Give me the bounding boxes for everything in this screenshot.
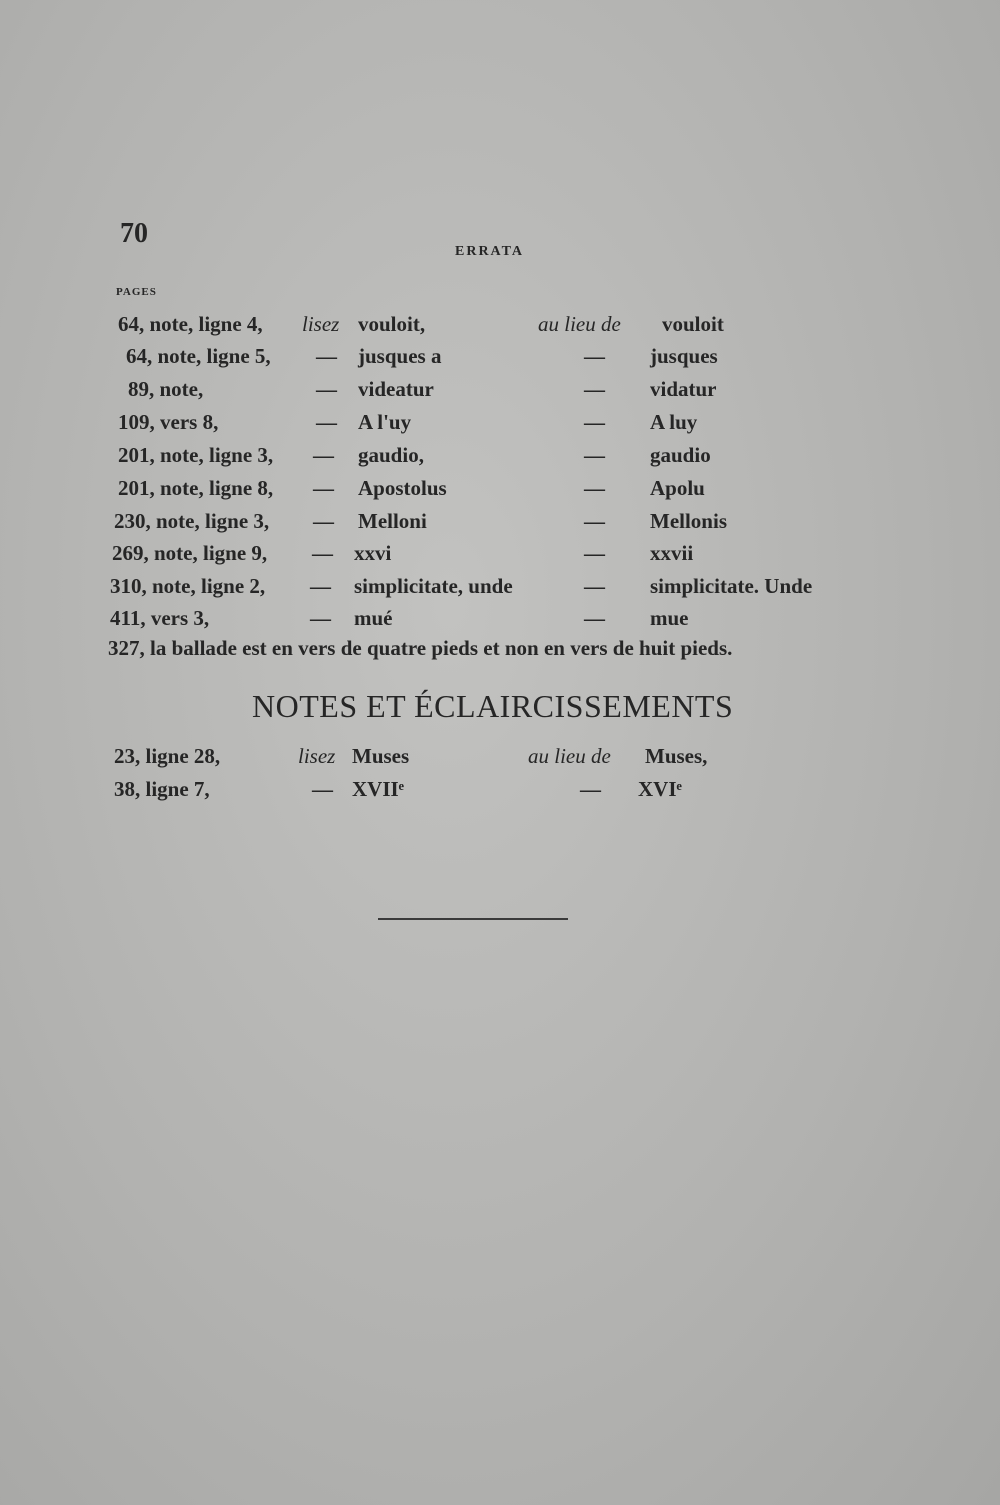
correct-reading: mué bbox=[354, 606, 393, 630]
ditto-dash: — bbox=[584, 606, 605, 630]
page-reference: 269, note, ligne 9, bbox=[112, 541, 268, 565]
ditto-dash: — bbox=[310, 574, 331, 598]
erroneous-reading: vidatur bbox=[650, 377, 717, 401]
au-lieu-de-label: au lieu de bbox=[538, 312, 621, 336]
page-reference: 38, ligne 7, bbox=[114, 777, 210, 801]
notes-errata-row bbox=[0, 777, 1000, 809]
page-reference: 89, note, bbox=[128, 377, 204, 401]
erroneous-reading: gaudio bbox=[650, 443, 711, 467]
ditto-dash: — bbox=[316, 410, 337, 434]
page-reference: 310, note, ligne 2, bbox=[110, 574, 266, 598]
erroneous-reading: Apolu bbox=[650, 476, 705, 500]
pages-column-label: PAGES bbox=[116, 286, 157, 298]
ballade-note: 327, la ballade est en vers de quatre pieds et non en vers de huit pieds. bbox=[108, 636, 733, 660]
page-reference: 23, ligne 28, bbox=[114, 744, 221, 768]
correct-reading: A l'uy bbox=[358, 410, 412, 434]
correct-reading: gaudio, bbox=[358, 443, 424, 467]
erroneous-reading: XVIᵉ bbox=[638, 777, 682, 801]
lisez-label: lisez bbox=[302, 312, 340, 336]
erroneous-reading: A luy bbox=[650, 410, 698, 434]
running-title: ERRATA bbox=[455, 244, 525, 259]
erroneous-reading: Mellonis bbox=[650, 509, 727, 533]
errata-row bbox=[0, 574, 1000, 606]
correct-reading: XVIIᵉ bbox=[352, 777, 405, 801]
ditto-dash: — bbox=[316, 344, 337, 368]
ditto-dash: — bbox=[584, 377, 605, 401]
errata-row bbox=[0, 443, 1000, 475]
erroneous-reading: mue bbox=[650, 606, 689, 630]
correct-reading: Melloni bbox=[358, 509, 427, 533]
ditto-dash: — bbox=[312, 777, 333, 801]
page-reference: 201, note, ligne 8, bbox=[118, 476, 274, 500]
correct-reading: videatur bbox=[358, 377, 434, 401]
ditto-dash: — bbox=[584, 574, 605, 598]
ditto-dash: — bbox=[313, 443, 334, 467]
correct-reading: simplicitate, unde bbox=[354, 574, 513, 598]
erroneous-reading: vouloit bbox=[662, 312, 724, 336]
page-number: 70 bbox=[120, 218, 148, 249]
errata-row bbox=[0, 541, 1000, 573]
page-reference: 109, vers 8, bbox=[118, 410, 219, 434]
notes-errata-row bbox=[0, 744, 1000, 776]
errata-row bbox=[0, 377, 1000, 409]
section-title: NOTES ET ÉCLAIRCISSEMENTS bbox=[252, 688, 734, 724]
page-reference: 201, note, ligne 3, bbox=[118, 443, 274, 467]
erroneous-reading: xxvii bbox=[650, 541, 694, 565]
ditto-dash: — bbox=[584, 541, 605, 565]
errata-row bbox=[0, 312, 1000, 344]
errata-row bbox=[0, 476, 1000, 508]
erroneous-reading: simplicitate. Unde bbox=[650, 574, 813, 598]
au-lieu-de-label: au lieu de bbox=[528, 744, 611, 768]
lisez-label: lisez bbox=[298, 744, 336, 768]
ditto-dash: — bbox=[313, 476, 334, 500]
correct-reading: vouloit, bbox=[358, 312, 426, 336]
correct-reading: xxvi bbox=[354, 541, 392, 565]
ditto-dash: — bbox=[313, 509, 334, 533]
erroneous-reading: jusques bbox=[650, 344, 718, 368]
ditto-dash: — bbox=[310, 606, 331, 630]
ditto-dash: — bbox=[584, 443, 605, 467]
page-reference: 64, note, ligne 5, bbox=[126, 344, 271, 368]
errata-row bbox=[0, 344, 1000, 376]
correct-reading: Muses bbox=[352, 744, 410, 768]
ditto-dash: — bbox=[584, 476, 605, 500]
correct-reading: Apostolus bbox=[358, 476, 447, 500]
ditto-dash: — bbox=[316, 377, 337, 401]
page-reference: 230, note, ligne 3, bbox=[114, 509, 270, 533]
correct-reading: jusques a bbox=[358, 344, 442, 368]
ditto-dash: — bbox=[584, 509, 605, 533]
page-reference: 411, vers 3, bbox=[110, 606, 210, 630]
end-rule-divider bbox=[378, 918, 568, 920]
ditto-dash: — bbox=[584, 410, 605, 434]
ditto-dash: — bbox=[580, 777, 601, 801]
page-reference: 64, note, ligne 4, bbox=[118, 312, 263, 336]
erroneous-reading: Muses, bbox=[645, 744, 708, 768]
errata-row bbox=[0, 606, 1000, 638]
errata-row bbox=[0, 509, 1000, 541]
ditto-dash: — bbox=[584, 344, 605, 368]
errata-row bbox=[0, 410, 1000, 442]
ditto-dash: — bbox=[312, 541, 333, 565]
